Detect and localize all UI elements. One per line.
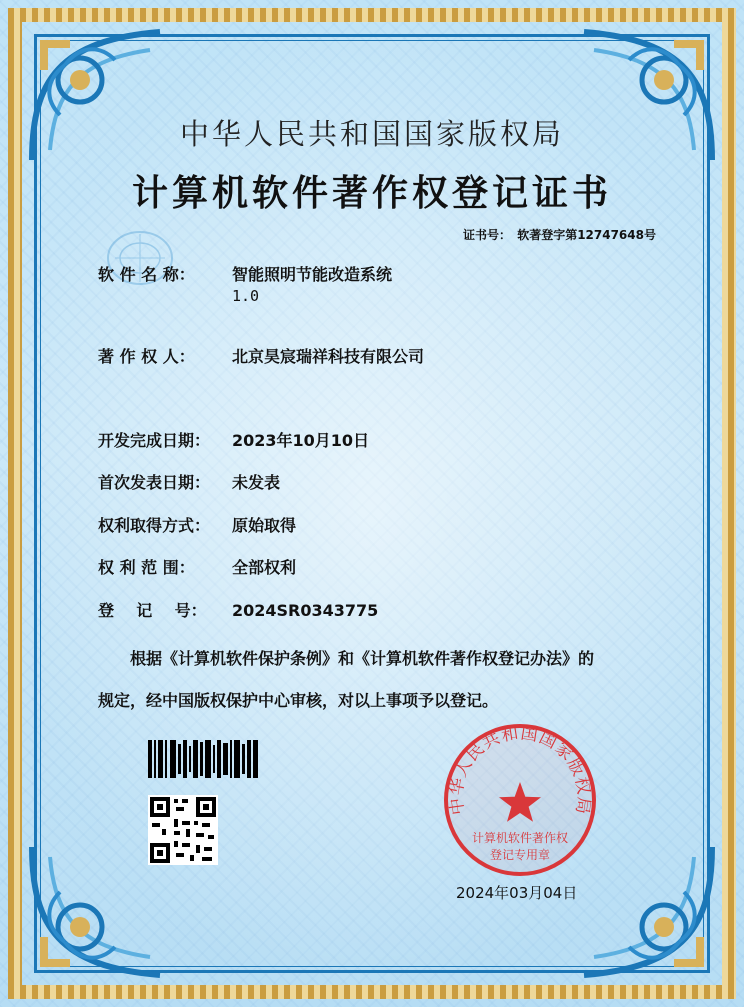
- field-value: 未发表: [232, 473, 281, 492]
- field-value: 北京昊宸瑞祥科技有限公司: [232, 347, 425, 366]
- barcode-icon: [148, 740, 258, 778]
- seal-arc-text: 中华人民共和国国家版权局: [446, 723, 594, 817]
- field-value: 原始取得: [232, 516, 297, 535]
- field-label: 软 件 名 称：: [98, 265, 195, 284]
- certificate-number-label: 证书号：: [462, 228, 511, 242]
- certificate-number: [461, 226, 656, 243]
- field-software-name: [98, 262, 392, 285]
- field-label: 权 利 范 围：: [98, 558, 195, 577]
- field-publish-date: [98, 470, 280, 493]
- seal-inner-line2: 登记专用章: [489, 848, 551, 862]
- field-label: 登 记 号：: [98, 601, 207, 620]
- field-label: 权利取得方式：: [98, 516, 211, 535]
- field-value: 全部权利: [232, 558, 297, 577]
- field-value: 智能照明节能改造系统: [232, 265, 393, 284]
- field-label: 著 作 权 人：: [98, 347, 195, 366]
- certificate-title: 计算机软件著作权登记证书: [131, 172, 612, 214]
- field-value: 2023年10月10日: [232, 431, 370, 450]
- field-copyright-owner: [98, 344, 424, 367]
- field-scope: [98, 555, 296, 578]
- field-label: 开发完成日期：: [98, 431, 211, 450]
- field-dev-date: [98, 428, 369, 451]
- issuing-agency: 中华人民共和国国家版权局: [179, 117, 564, 151]
- field-label: 首次发表日期：: [98, 473, 211, 492]
- field-value: 2024SR0343775: [232, 601, 379, 620]
- field-registration-number: [98, 598, 378, 621]
- official-seal: [440, 720, 600, 880]
- registration-statement-line2: 规定，经中国版权保护中心审核，对以上事项予以登记。: [98, 691, 499, 710]
- field-acquire-method: [98, 513, 296, 536]
- registration-statement-line1: 根据《计算机软件保护条例》和《计算机软件著作权登记办法》的: [130, 649, 595, 668]
- certificate-number-value: 软著登字第12747648号: [517, 228, 656, 242]
- issue-date: 2024年03月04日: [456, 884, 578, 902]
- seal-inner-line1: 计算机软件著作权: [471, 831, 569, 845]
- software-version: 1.0: [232, 287, 260, 305]
- qr-code-icon: [148, 795, 218, 865]
